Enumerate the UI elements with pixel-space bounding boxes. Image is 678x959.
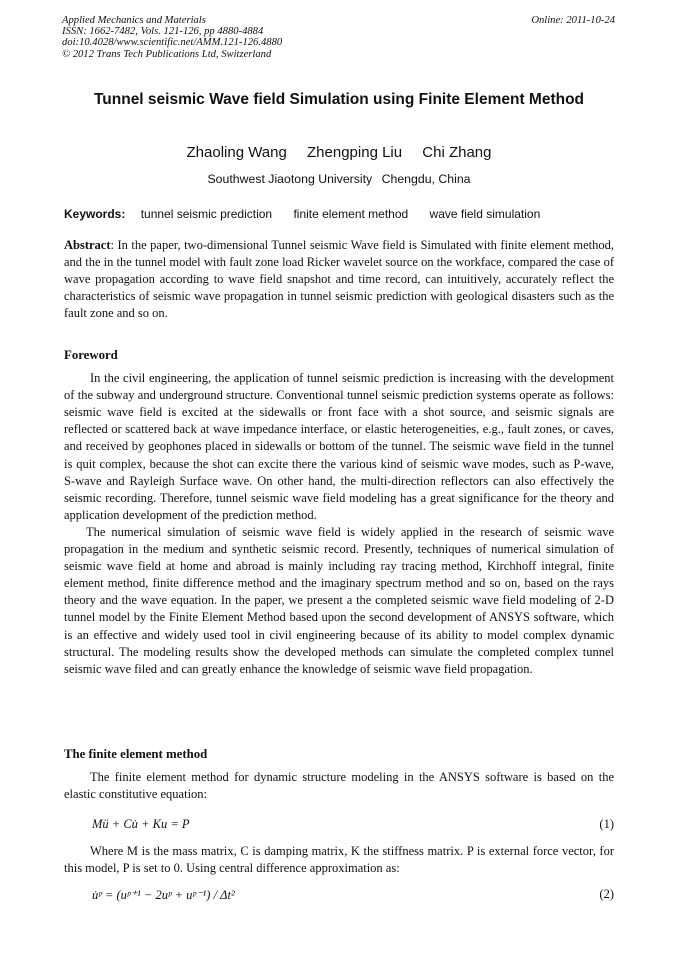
keyword: tunnel seismic prediction [140,207,273,221]
equation-2 [92,887,614,903]
keywords-line [64,207,558,221]
issn-line: ISSN: 1662-7482, Vols. 121-126, pp 4880-4884 [62,26,264,38]
abstract-text: : In the paper, two-dimensional Tunnel seismic Wave field is Simulated with finite element method, and the in the tunnel model with fault zone load Ricker wavelet source on the workface, compared the case of wave propagation according to wave field snapshot and time record, can intuitively, accurately reflect the characteristics of seismic wave propagation in tunnel seismic prediction with geological disasters such as the fault zone and so on. [64,238,614,321]
foreword-paragraph-1: In the civil engineering, the application of tunnel seismic prediction is increasing with the development of the subway and underground structure. Conventional tunnel seismic prediction systems operate as follows: seismic wave field is excited at the sidewalls or front face with a shot source, and seismic signals are reflected or scattered back at wave impedance interface, or elastic heterogeneities, e.g., fault zones, or caves, and received by geophones placed in sidewalls or bottom of the tunnel. The seismic wave field in the tunnel is quit complex, because the shot can excite there the various kind of seismic wave modes, such as P-wave, S-wave and Rayleigh Surface wave. On other hand, the multi-direction reflectors can also effectively the seismic recording. Therefore, tunnel seismic wave field modeling has a great significance for the theory and application development of the prediction method. [64,371,614,522]
journal-name: Applied Mechanics and Materials [62,15,206,26]
affiliation [0,172,678,186]
keyword: wave field simulation [429,207,541,221]
abstract-label: Abstract [64,238,111,252]
author-name: Zhaoling Wang [186,144,287,161]
author-name: Zhengping Liu [307,144,403,161]
author-list [0,144,678,161]
foreword-paragraph-2: The numerical simulation of seismic wave field is widely applied in the research of seismic wave propagation in the medium and synthetic seismic record. Presently, techniques of numerical simulation of seismic wave field at home and abroad is mainly including ray tracing method, Kirchhoff integral, finite element method, finite difference method and the imaginary spectrum method and so on, based on the rays theory and the wave equation. In the paper, we present a the completed seismic wave field modeling of 2-D tunnel model by the Finite Element Method based upon the second development of ANSYS software, which is an effective and widely used tool in civil engineering because of its ability to model complex dynamic structural. The modeling results show the developed methods can simulate the completed complex tunnel seismic wave filed and can greatly enhance the knowledge of seismic wave field propagation. [64,524,614,676]
journal-header [62,15,615,60]
abstract [64,237,614,322]
keyword: finite element method [293,207,409,221]
fem-paragraph-1: The finite element method for dynamic structure modeling in the ANSYS software is based on the elastic constitutive equation: [64,770,614,802]
equation-1-number: (1) [599,817,614,831]
fem-paragraph-2: Where M is the mass matrix, C is damping matrix, K the stiffness matrix. P is external force vector, for this model, P is set to 0. Using central difference approximation as: [64,844,614,876]
equation-1-body: Mü + Cu̇ + Ku = P [92,817,190,831]
equation-1 [92,817,614,832]
keywords-label: Keywords: [64,207,126,221]
fem-paragraph-2-block [64,843,614,877]
doi-line: doi:10.4028/www.scientific.net/AMM.121-126.4880 [62,37,283,49]
equation-2-body: u̇ᵖ = (uᵖ⁺¹ − 2uᵖ + uᵖ⁻¹) / Δt² [92,888,235,902]
affiliation-university: Southwest Jiaotong University [207,172,373,186]
online-date: Online: 2011-10-24 [531,15,615,26]
foreword-section [64,347,614,678]
author-name: Chi Zhang [422,144,492,161]
fem-section [64,746,614,803]
paper-title: Tunnel seismic Wave field Simulation using Finite Element Method [93,91,585,108]
copyright-line: © 2012 Trans Tech Publications Ltd, Switzerland [62,48,272,60]
section-heading-foreword: Foreword [64,348,118,362]
affiliation-city: Chengdu, China [381,172,471,186]
section-heading-fem: The finite element method [64,747,208,761]
equation-2-number: (2) [599,887,614,901]
